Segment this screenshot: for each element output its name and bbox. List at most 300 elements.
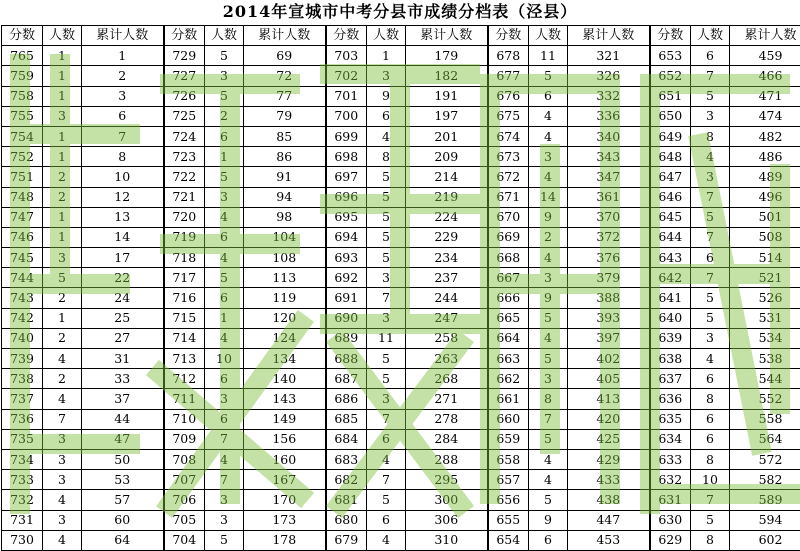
table-row xyxy=(2,510,800,530)
score-cell: 686 xyxy=(326,389,367,409)
count-cell: 7 xyxy=(205,470,244,490)
score-cell: 713 xyxy=(164,349,205,369)
cumulative-cell: 405 xyxy=(568,369,650,389)
score-cell: 722 xyxy=(164,167,205,187)
cumulative-cell: 209 xyxy=(406,147,488,167)
cumulative-cell: 104 xyxy=(244,227,326,247)
score-cell: 700 xyxy=(326,106,367,126)
cumulative-cell: 44 xyxy=(82,409,164,429)
cumulative-cell: 361 xyxy=(568,187,650,207)
cumulative-cell: 197 xyxy=(406,106,488,126)
score-cell: 683 xyxy=(326,449,367,469)
cumulative-cell: 558 xyxy=(730,409,800,429)
count-cell: 5 xyxy=(529,66,568,86)
score-cell: 695 xyxy=(326,207,367,227)
cumulative-cell: 6 xyxy=(82,106,164,126)
cumulative-cell: 514 xyxy=(730,248,800,268)
cumulative-cell: 22 xyxy=(82,268,164,288)
count-cell: 7 xyxy=(691,268,730,288)
table-row xyxy=(2,248,800,268)
cumulative-cell: 119 xyxy=(244,288,326,308)
cumulative-cell: 295 xyxy=(406,470,488,490)
count-cell: 4 xyxy=(529,449,568,469)
count-cell: 6 xyxy=(367,510,406,530)
cumulative-cell: 33 xyxy=(82,369,164,389)
cumulative-cell: 124 xyxy=(244,328,326,348)
cumulative-cell: 531 xyxy=(730,308,800,328)
cumulative-cell: 278 xyxy=(406,409,488,429)
cumulative-cell: 17 xyxy=(82,248,164,268)
cumulative-cell: 167 xyxy=(244,470,326,490)
score-cell: 637 xyxy=(650,369,691,389)
score-cell: 638 xyxy=(650,349,691,369)
count-cell: 11 xyxy=(367,328,406,348)
table-row xyxy=(2,349,800,369)
count-cell: 5 xyxy=(205,167,244,187)
cumulative-cell: 526 xyxy=(730,288,800,308)
count-cell: 7 xyxy=(367,409,406,429)
cumulative-cell: 433 xyxy=(568,470,650,490)
cumulative-cell: 459 xyxy=(730,46,800,66)
score-cell: 689 xyxy=(326,328,367,348)
cumulative-cell: 191 xyxy=(406,86,488,106)
score-cell: 727 xyxy=(164,66,205,86)
score-cell: 649 xyxy=(650,126,691,146)
count-cell: 3 xyxy=(43,248,82,268)
count-cell: 3 xyxy=(691,328,730,348)
count-cell: 6 xyxy=(205,126,244,146)
score-cell: 642 xyxy=(650,268,691,288)
cumulative-cell: 237 xyxy=(406,268,488,288)
cumulative-cell: 98 xyxy=(244,207,326,227)
score-cell: 682 xyxy=(326,470,367,490)
count-cell: 3 xyxy=(205,187,244,207)
count-cell: 3 xyxy=(367,389,406,409)
score-cell: 645 xyxy=(650,207,691,227)
cumulative-cell: 31 xyxy=(82,349,164,369)
score-cell: 694 xyxy=(326,227,367,247)
cumulative-cell: 544 xyxy=(730,369,800,389)
count-cell: 8 xyxy=(367,147,406,167)
count-cell: 4 xyxy=(205,328,244,348)
score-cell: 675 xyxy=(488,106,529,126)
score-cell: 655 xyxy=(488,510,529,530)
count-cell: 2 xyxy=(529,227,568,247)
count-cell: 6 xyxy=(529,86,568,106)
table-row xyxy=(2,147,800,167)
score-cell: 652 xyxy=(650,66,691,86)
cumulative-cell: 53 xyxy=(82,470,164,490)
score-cell: 640 xyxy=(650,308,691,328)
cumulative-cell: 425 xyxy=(568,429,650,449)
count-cell: 5 xyxy=(43,268,82,288)
score-cell: 710 xyxy=(164,409,205,429)
cumulative-cell: 552 xyxy=(730,389,800,409)
count-cell: 4 xyxy=(529,106,568,126)
cumulative-cell: 501 xyxy=(730,207,800,227)
score-cell: 688 xyxy=(326,349,367,369)
cumulative-cell: 143 xyxy=(244,389,326,409)
cumulative-cell: 321 xyxy=(568,46,650,66)
cumulative-cell: 108 xyxy=(244,248,326,268)
score-cell: 708 xyxy=(164,449,205,469)
count-cell: 6 xyxy=(529,530,568,550)
count-cell: 4 xyxy=(529,167,568,187)
cumulative-cell: 113 xyxy=(244,268,326,288)
count-cell: 5 xyxy=(205,46,244,66)
score-cell: 668 xyxy=(488,248,529,268)
score-cell: 733 xyxy=(2,470,43,490)
score-table xyxy=(1,25,800,551)
count-cell: 7 xyxy=(367,470,406,490)
score-cell: 707 xyxy=(164,470,205,490)
score-cell: 745 xyxy=(2,248,43,268)
score-cell: 692 xyxy=(326,268,367,288)
cumulative-cell: 376 xyxy=(568,248,650,268)
score-cell: 696 xyxy=(326,187,367,207)
cumulative-cell: 429 xyxy=(568,449,650,469)
count-cell: 4 xyxy=(367,530,406,550)
cumulative-cell: 134 xyxy=(244,349,326,369)
cumulative-cell: 24 xyxy=(82,288,164,308)
count-cell: 1 xyxy=(43,207,82,227)
cumulative-cell: 447 xyxy=(568,510,650,530)
count-cell: 7 xyxy=(529,409,568,429)
score-cell: 758 xyxy=(2,86,43,106)
score-cell: 734 xyxy=(2,449,43,469)
cumulative-cell: 12 xyxy=(82,187,164,207)
count-cell: 5 xyxy=(691,207,730,227)
cumulative-cell: 244 xyxy=(406,288,488,308)
score-cell: 735 xyxy=(2,429,43,449)
score-cell: 673 xyxy=(488,147,529,167)
table-row xyxy=(2,389,800,409)
cumulative-cell: 340 xyxy=(568,126,650,146)
cumulative-cell: 149 xyxy=(244,409,326,429)
cumulative-cell: 10 xyxy=(82,167,164,187)
count-cell: 4 xyxy=(529,328,568,348)
count-cell: 4 xyxy=(529,470,568,490)
count-cell: 4 xyxy=(43,389,82,409)
column-header: 人数 xyxy=(43,26,82,46)
column-header: 累计人数 xyxy=(82,26,164,46)
score-cell: 667 xyxy=(488,268,529,288)
score-cell: 679 xyxy=(326,530,367,550)
score-cell: 657 xyxy=(488,470,529,490)
count-cell: 1 xyxy=(43,66,82,86)
score-cell: 660 xyxy=(488,409,529,429)
cumulative-cell: 179 xyxy=(406,46,488,66)
cumulative-cell: 572 xyxy=(730,449,800,469)
column-header: 分数 xyxy=(488,26,529,46)
score-cell: 718 xyxy=(164,248,205,268)
cumulative-cell: 271 xyxy=(406,389,488,409)
score-cell: 687 xyxy=(326,369,367,389)
score-cell: 684 xyxy=(326,429,367,449)
count-cell: 4 xyxy=(43,490,82,510)
count-cell: 4 xyxy=(205,449,244,469)
count-cell: 6 xyxy=(205,227,244,247)
count-cell: 4 xyxy=(43,349,82,369)
cumulative-cell: 91 xyxy=(244,167,326,187)
count-cell: 1 xyxy=(43,227,82,247)
count-cell: 5 xyxy=(367,490,406,510)
cumulative-cell: 2 xyxy=(82,66,164,86)
score-cell: 723 xyxy=(164,147,205,167)
column-header: 累计人数 xyxy=(568,26,650,46)
score-cell: 715 xyxy=(164,308,205,328)
score-cell: 677 xyxy=(488,66,529,86)
score-cell: 752 xyxy=(2,147,43,167)
count-cell: 3 xyxy=(43,429,82,449)
cumulative-cell: 263 xyxy=(406,349,488,369)
count-cell: 4 xyxy=(367,449,406,469)
count-cell: 3 xyxy=(691,167,730,187)
table-row xyxy=(2,470,800,490)
table-row xyxy=(2,369,800,389)
count-cell: 5 xyxy=(529,490,568,510)
score-cell: 669 xyxy=(488,227,529,247)
column-header: 分数 xyxy=(650,26,691,46)
cumulative-cell: 482 xyxy=(730,126,800,146)
count-cell: 6 xyxy=(691,409,730,429)
table-row xyxy=(2,530,800,550)
cumulative-cell: 379 xyxy=(568,268,650,288)
count-cell: 5 xyxy=(691,86,730,106)
cumulative-cell: 306 xyxy=(406,510,488,530)
count-cell: 4 xyxy=(529,248,568,268)
cumulative-cell: 50 xyxy=(82,449,164,469)
table-row xyxy=(2,490,800,510)
cumulative-cell: 234 xyxy=(406,248,488,268)
count-cell: 11 xyxy=(529,46,568,66)
score-cell: 729 xyxy=(164,46,205,66)
cumulative-cell: 474 xyxy=(730,106,800,126)
cumulative-cell: 47 xyxy=(82,429,164,449)
cumulative-cell: 310 xyxy=(406,530,488,550)
score-cell: 704 xyxy=(164,530,205,550)
table-row xyxy=(2,126,800,146)
score-cell: 693 xyxy=(326,248,367,268)
score-cell: 743 xyxy=(2,288,43,308)
count-cell: 1 xyxy=(43,86,82,106)
score-cell: 711 xyxy=(164,389,205,409)
cumulative-cell: 120 xyxy=(244,308,326,328)
score-cell: 659 xyxy=(488,429,529,449)
count-cell: 1 xyxy=(43,147,82,167)
page-title: 2014年宣城市中考分县市成绩分档表（泾县） xyxy=(0,0,800,24)
cumulative-cell: 173 xyxy=(244,510,326,530)
count-cell: 8 xyxy=(691,389,730,409)
column-header: 人数 xyxy=(529,26,568,46)
table-row xyxy=(2,308,800,328)
count-cell: 1 xyxy=(205,308,244,328)
count-cell: 5 xyxy=(367,369,406,389)
table-row xyxy=(2,409,800,429)
cumulative-cell: 178 xyxy=(244,530,326,550)
table-row xyxy=(2,449,800,469)
score-cell: 643 xyxy=(650,248,691,268)
cumulative-cell: 343 xyxy=(568,147,650,167)
score-cell: 726 xyxy=(164,86,205,106)
score-cell: 739 xyxy=(2,349,43,369)
count-cell: 3 xyxy=(205,66,244,86)
score-cell: 705 xyxy=(164,510,205,530)
score-cell: 736 xyxy=(2,409,43,429)
column-header: 人数 xyxy=(205,26,244,46)
cumulative-cell: 466 xyxy=(730,66,800,86)
cumulative-cell: 534 xyxy=(730,328,800,348)
count-cell: 3 xyxy=(43,510,82,530)
cumulative-cell: 214 xyxy=(406,167,488,187)
score-cell: 740 xyxy=(2,328,43,348)
score-cell: 719 xyxy=(164,227,205,247)
score-cell: 631 xyxy=(650,490,691,510)
score-cell: 666 xyxy=(488,288,529,308)
cumulative-cell: 300 xyxy=(406,490,488,510)
count-cell: 8 xyxy=(529,389,568,409)
cumulative-cell: 489 xyxy=(730,167,800,187)
cumulative-cell: 594 xyxy=(730,510,800,530)
count-cell: 1 xyxy=(205,147,244,167)
table-row xyxy=(2,106,800,126)
count-cell: 5 xyxy=(367,167,406,187)
score-cell: 665 xyxy=(488,308,529,328)
score-cell: 742 xyxy=(2,308,43,328)
table-row xyxy=(2,187,800,207)
score-cell: 712 xyxy=(164,369,205,389)
count-cell: 4 xyxy=(691,349,730,369)
table-row xyxy=(2,66,800,86)
count-cell: 2 xyxy=(43,328,82,348)
score-cell: 672 xyxy=(488,167,529,187)
cumulative-cell: 453 xyxy=(568,530,650,550)
cumulative-cell: 8 xyxy=(82,147,164,167)
cumulative-cell: 471 xyxy=(730,86,800,106)
count-cell: 3 xyxy=(367,268,406,288)
score-cell: 647 xyxy=(650,167,691,187)
count-cell: 3 xyxy=(529,268,568,288)
score-cell: 737 xyxy=(2,389,43,409)
score-cell: 697 xyxy=(326,167,367,187)
score-cell: 699 xyxy=(326,126,367,146)
count-cell: 6 xyxy=(691,429,730,449)
cumulative-cell: 64 xyxy=(82,530,164,550)
score-cell: 662 xyxy=(488,369,529,389)
cumulative-cell: 160 xyxy=(244,449,326,469)
count-cell: 1 xyxy=(43,308,82,328)
cumulative-cell: 397 xyxy=(568,328,650,348)
table-row xyxy=(2,288,800,308)
table-row xyxy=(2,86,800,106)
score-cell: 706 xyxy=(164,490,205,510)
cumulative-cell: 85 xyxy=(244,126,326,146)
score-cell: 703 xyxy=(326,46,367,66)
count-cell: 3 xyxy=(205,490,244,510)
score-cell: 676 xyxy=(488,86,529,106)
score-cell: 738 xyxy=(2,369,43,389)
score-cell: 747 xyxy=(2,207,43,227)
cumulative-cell: 538 xyxy=(730,349,800,369)
count-cell: 9 xyxy=(367,86,406,106)
cumulative-cell: 72 xyxy=(244,66,326,86)
cumulative-cell: 402 xyxy=(568,349,650,369)
score-cell: 632 xyxy=(650,470,691,490)
count-cell: 5 xyxy=(367,227,406,247)
column-header: 人数 xyxy=(691,26,730,46)
score-cell: 635 xyxy=(650,409,691,429)
score-cell: 730 xyxy=(2,530,43,550)
column-header: 分数 xyxy=(2,26,43,46)
count-cell: 6 xyxy=(691,369,730,389)
count-cell: 5 xyxy=(367,248,406,268)
count-cell: 6 xyxy=(691,46,730,66)
cumulative-cell: 57 xyxy=(82,490,164,510)
score-cell: 751 xyxy=(2,167,43,187)
score-cell: 634 xyxy=(650,429,691,449)
count-cell: 9 xyxy=(529,288,568,308)
cumulative-cell: 284 xyxy=(406,429,488,449)
score-cell: 698 xyxy=(326,147,367,167)
score-cell: 661 xyxy=(488,389,529,409)
table-row xyxy=(2,227,800,247)
count-cell: 1 xyxy=(43,126,82,146)
cumulative-cell: 1 xyxy=(82,46,164,66)
count-cell: 2 xyxy=(43,167,82,187)
count-cell: 5 xyxy=(367,207,406,227)
count-cell: 5 xyxy=(529,429,568,449)
cumulative-cell: 420 xyxy=(568,409,650,429)
count-cell: 3 xyxy=(43,449,82,469)
score-cell: 636 xyxy=(650,389,691,409)
score-cell: 650 xyxy=(650,106,691,126)
cumulative-cell: 602 xyxy=(730,530,800,550)
score-cell: 748 xyxy=(2,187,43,207)
count-cell: 3 xyxy=(529,147,568,167)
count-cell: 4 xyxy=(529,126,568,146)
count-cell: 6 xyxy=(367,429,406,449)
count-cell: 3 xyxy=(43,470,82,490)
score-cell: 644 xyxy=(650,227,691,247)
count-cell: 4 xyxy=(205,248,244,268)
column-header: 分数 xyxy=(326,26,367,46)
score-cell: 651 xyxy=(650,86,691,106)
count-cell: 3 xyxy=(205,510,244,530)
cumulative-cell: 79 xyxy=(244,106,326,126)
score-cell: 702 xyxy=(326,66,367,86)
cumulative-cell: 486 xyxy=(730,147,800,167)
count-cell: 6 xyxy=(367,106,406,126)
cumulative-cell: 69 xyxy=(244,46,326,66)
score-cell: 630 xyxy=(650,510,691,530)
count-cell: 2 xyxy=(43,288,82,308)
table-row xyxy=(2,207,800,227)
score-cell: 680 xyxy=(326,510,367,530)
cumulative-cell: 7 xyxy=(82,126,164,146)
score-cell: 639 xyxy=(650,328,691,348)
count-cell: 4 xyxy=(205,207,244,227)
score-cell: 678 xyxy=(488,46,529,66)
score-cell: 690 xyxy=(326,308,367,328)
score-cell: 716 xyxy=(164,288,205,308)
cumulative-cell: 27 xyxy=(82,328,164,348)
cumulative-cell: 388 xyxy=(568,288,650,308)
count-cell: 7 xyxy=(205,429,244,449)
score-cell: 670 xyxy=(488,207,529,227)
column-header: 人数 xyxy=(367,26,406,46)
column-header: 分数 xyxy=(164,26,205,46)
score-cell: 674 xyxy=(488,126,529,146)
